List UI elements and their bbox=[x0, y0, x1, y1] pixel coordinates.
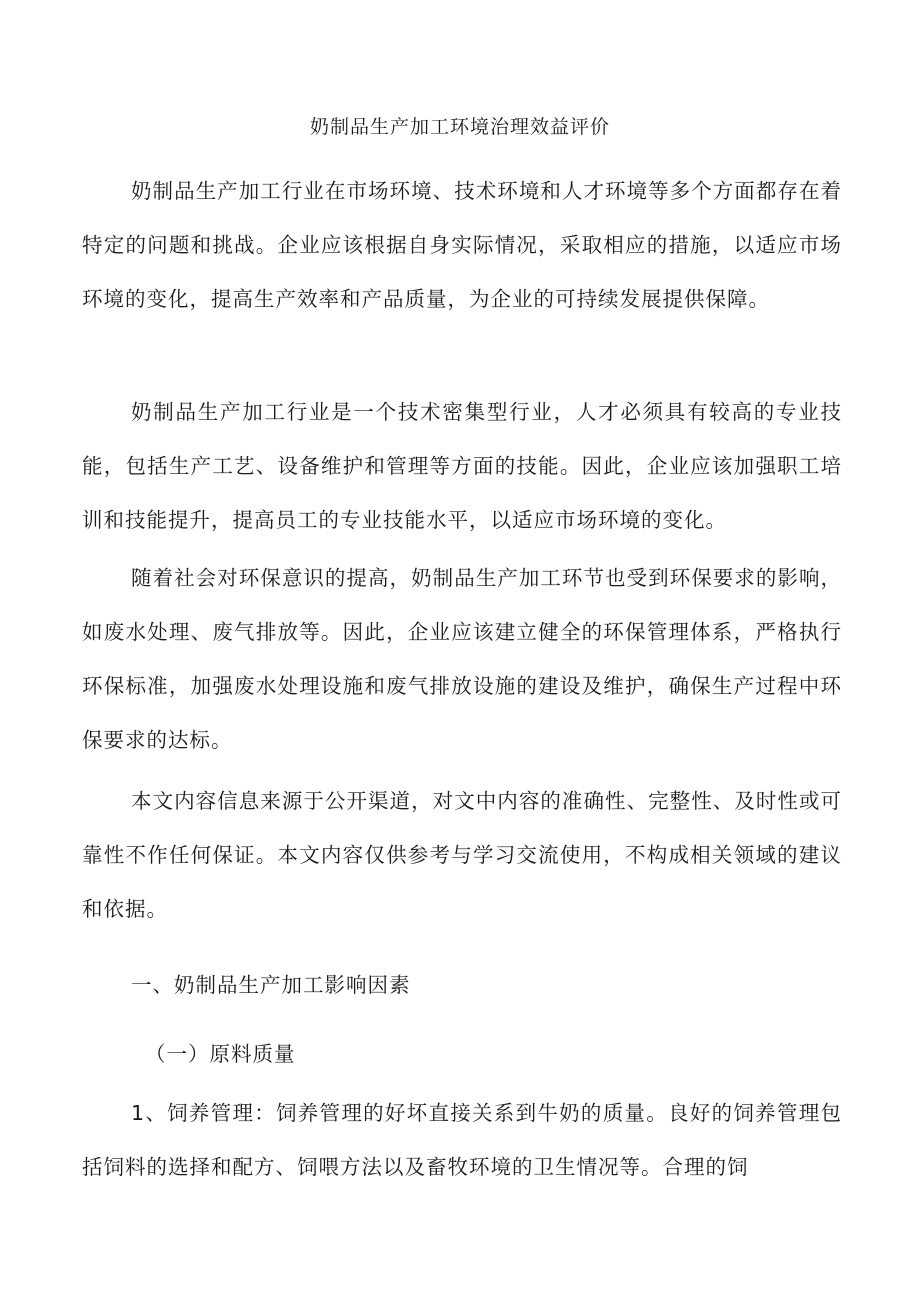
paragraph-feeding-management: 1、饲养管理：饲养管理的好坏直接关系到牛奶的质量。良好的饲养管理包括饲料的选择和配方、饲喂方法以及畜牧环境的卫生情况等。合理的饲 bbox=[82, 1101, 842, 1179]
paragraph-environmental-protection: 随着社会对环保意识的提高，奶制品生产加工环节也受到环保要求的影响，如废水处理、废气排放等。因此，企业应该建立健全的环保管理体系，严格执行环保标准，加强废水处理设施和废气排放设施的建设及维护，确保生产过程中环保要求的达标。 bbox=[82, 566, 842, 752]
paragraph-disclaimer: 本文内容信息来源于公开渠道，对文中内容的准确性、完整性、及时性或可靠性不作任何保证。本文内容仅供参考与学习交流使用，不构成相关领域的建议和依据。 bbox=[82, 789, 842, 921]
document-title: 奶制品生产加工环境治理效益评价 bbox=[309, 116, 610, 138]
subsection-heading-raw-material-quality: （一）原料质量 bbox=[145, 1042, 296, 1066]
paragraph-talent-skills: 奶制品生产加工行业是一个技术密集型行业，人才必须具有较高的专业技能，包括生产工艺、设备维护和管理等方面的技能。因此，企业应该加强职工培训和技能提升，提高员工的专业技能水平，以适应市场环境的变化。 bbox=[82, 400, 842, 532]
section-heading-influencing-factors: 一、奶制品生产加工影响因素 bbox=[131, 973, 411, 997]
paragraph-market-environment: 奶制品生产加工行业在市场环境、技术环境和人才环境等多个方面都存在着特定的问题和挑战。企业应该根据自身实际情况，采取相应的措施，以适应市场环境的变化，提高生产效率和产品质量，为企业的可持续发展提供保障。 bbox=[82, 179, 842, 311]
